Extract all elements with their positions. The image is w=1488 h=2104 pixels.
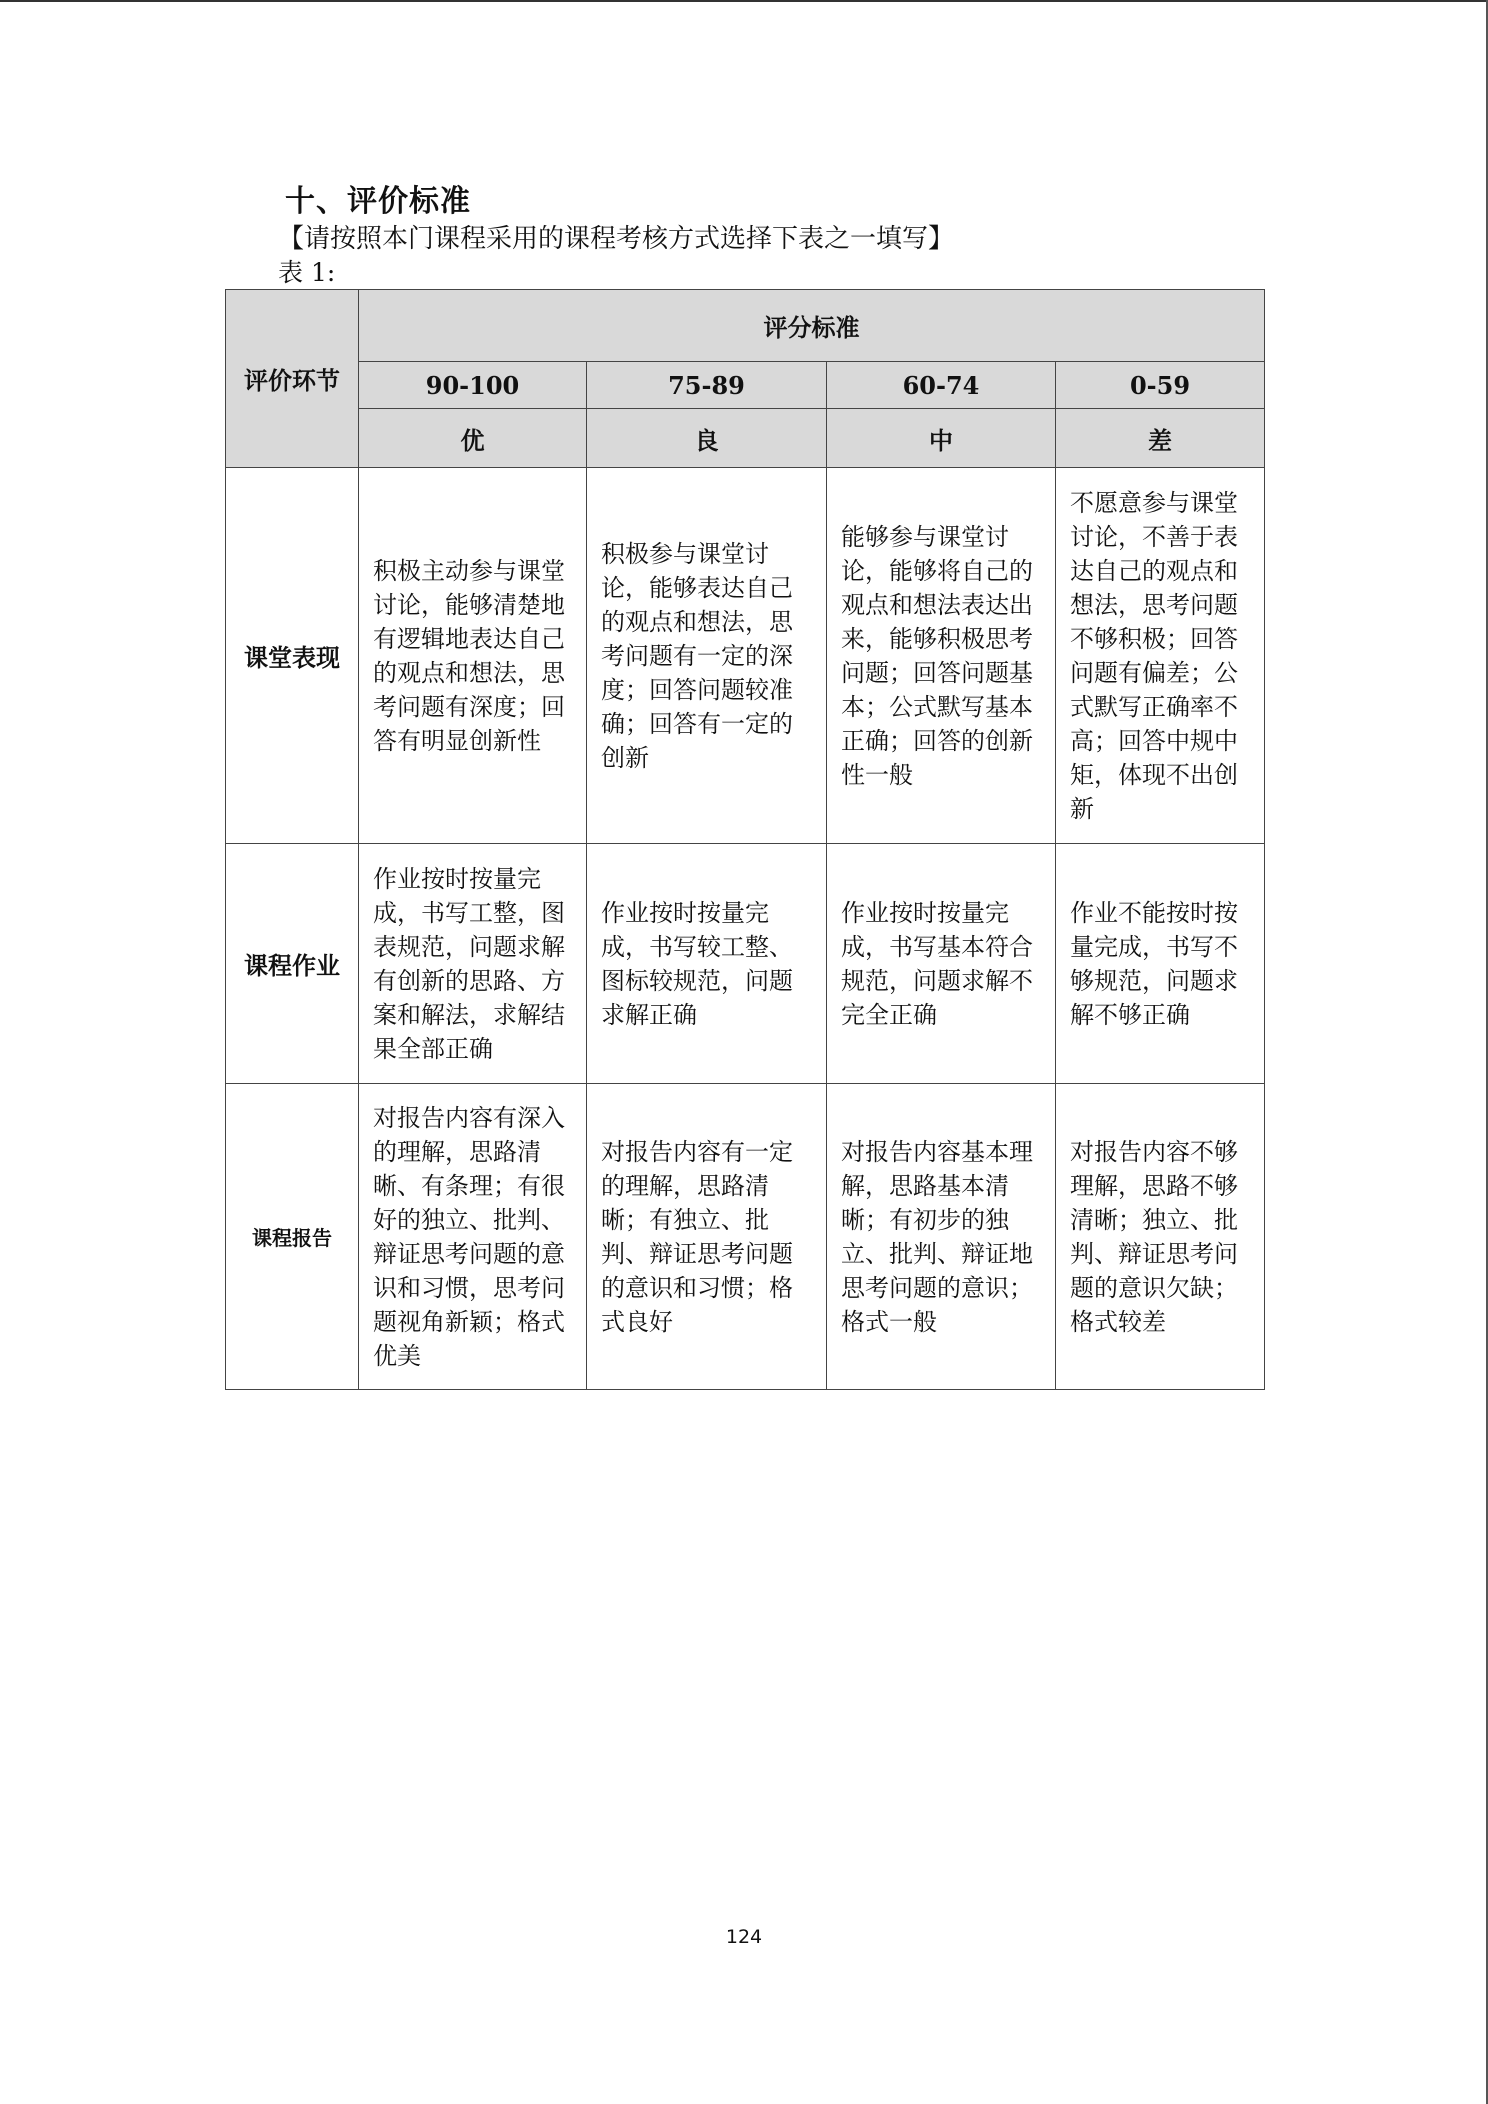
group-header: 评分标准 bbox=[359, 290, 1265, 362]
criteria-cell: 作业按时按量完成，书写基本符合规范，问题求解不完全正确 bbox=[827, 844, 1056, 1084]
table-row bbox=[226, 844, 1265, 1084]
row-header: 课程作业 bbox=[226, 844, 359, 1084]
criteria-cell: 能够参与课堂讨论，能够将自己的观点和想法表达出来，能够积极思考问题；回答问题基本；公式默写基本正确；回答的创新性一般 bbox=[827, 468, 1056, 844]
criteria-cell: 作业按时按量完成，书写较工整、图标较规范，问题求解正确 bbox=[587, 844, 827, 1084]
table-row bbox=[226, 1084, 1265, 1390]
criteria-cell: 不愿意参与课堂讨论，不善于表达自己的观点和想法，思考问题不够积极；回答问题有偏差；公式默写正确率不高；回答中规中矩，体现不出创新 bbox=[1056, 468, 1265, 844]
grade-header: 差 bbox=[1056, 409, 1265, 468]
table-label: 表 1: bbox=[278, 258, 336, 287]
range-header: 60-74 bbox=[827, 362, 1056, 409]
section-title: 十、评价标准 bbox=[285, 184, 471, 219]
row-header: 课堂表现 bbox=[226, 468, 359, 844]
criteria-cell: 对报告内容不够理解，思路不够清晰；独立、批判、辩证思考问题的意识欠缺；格式较差 bbox=[1056, 1084, 1265, 1390]
grade-header: 良 bbox=[587, 409, 827, 468]
criteria-cell: 对报告内容有一定的理解，思路清晰；有独立、批判、辩证思考问题的意识和习惯；格式良好 bbox=[587, 1084, 827, 1390]
criteria-cell: 作业不能按时按量完成，书写不够规范，问题求解不够正确 bbox=[1056, 844, 1265, 1084]
page-edge-top bbox=[0, 0, 1488, 2]
row-header: 课程报告 bbox=[226, 1084, 359, 1390]
grade-header: 优 bbox=[359, 409, 587, 468]
page-number: 124 bbox=[725, 1926, 763, 1948]
corner-header: 评价环节 bbox=[226, 290, 359, 468]
grade-header: 中 bbox=[827, 409, 1056, 468]
instruction-text: 【请按照本门课程采用的课程考核方式选择下表之一填写】 bbox=[278, 224, 955, 254]
evaluation-table bbox=[225, 289, 1265, 1390]
criteria-cell: 对报告内容有深入的理解，思路清晰、有条理；有很好的独立、批判、辩证思考问题的意识和习惯，思考问题视角新颖；格式优美 bbox=[359, 1084, 587, 1390]
range-header: 90-100 bbox=[359, 362, 587, 409]
range-header: 75-89 bbox=[587, 362, 827, 409]
criteria-cell: 积极主动参与课堂讨论，能够清楚地有逻辑地表达自己的观点和想法，思考问题有深度；回答有明显创新性 bbox=[359, 468, 587, 844]
range-header: 0-59 bbox=[1056, 362, 1265, 409]
criteria-cell: 对报告内容基本理解，思路基本清晰；有初步的独立、批判、辩证地思考问题的意识；格式一般 bbox=[827, 1084, 1056, 1390]
criteria-cell: 积极参与课堂讨论，能够表达自己的观点和想法，思考问题有一定的深度；回答问题较准确；回答有一定的创新 bbox=[587, 468, 827, 844]
table-row bbox=[226, 468, 1265, 844]
criteria-cell: 作业按时按量完成，书写工整，图表规范，问题求解有创新的思路、方案和解法，求解结果全部正确 bbox=[359, 844, 587, 1084]
